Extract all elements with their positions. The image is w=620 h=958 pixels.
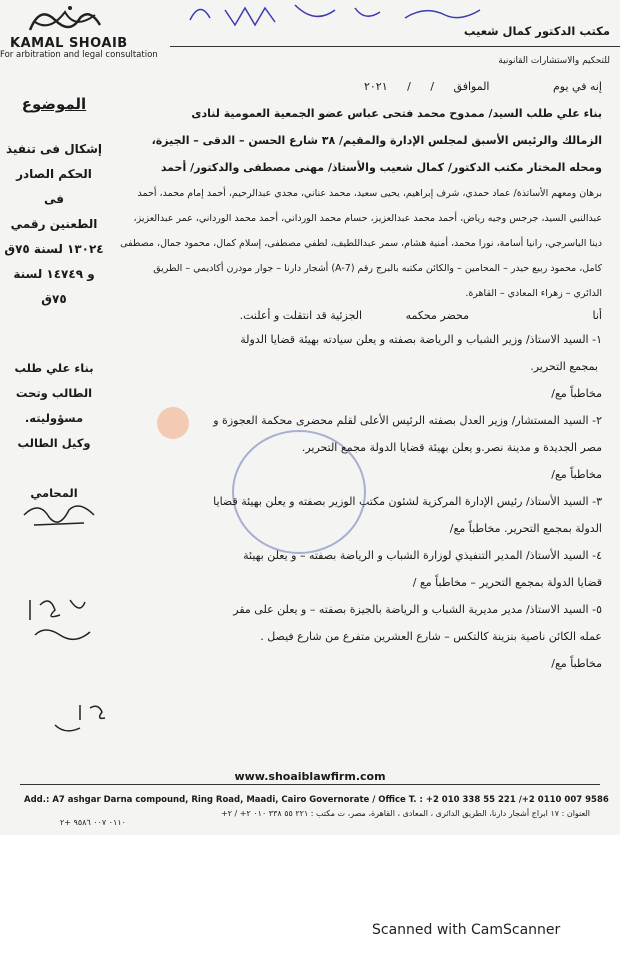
subject-line: ١٣٠٢٤ لسنة ٧٥ق [4, 242, 104, 256]
ana-label: أنا [592, 309, 602, 322]
brand-subtitle: For arbitration and legal consultation [0, 50, 158, 60]
item-line: ٥- السيد الاستاذ/ مدير مديرية الشباب و الرياضة بالجيزة بصفته – و يعلن على مقر [233, 603, 602, 616]
bailiff-label: محضر محكمه [405, 309, 470, 322]
subject-column [4, 95, 104, 506]
website-link[interactable]: www.shoaiblawfirm.com [234, 770, 386, 783]
note-line: بناء علي طلب [14, 361, 94, 375]
lawyers-line: الدائري – زهراء المعادي – القاهرة. [465, 288, 602, 299]
item-line: الدولة بمجمع التحرير. مخاطباً مع/ [449, 522, 602, 535]
note-line: مسؤوليته. [24, 411, 84, 425]
address-arabic: العنوان : ١٧ ابراج أشجار دارنا، الطريق الدائرى ، المعادى ، القاهرة، مصر، ت مكتب : ٢٢١ ٥٥ ٣٣٨ ٠١٠ ٢+ / ٢+ [221, 809, 590, 818]
body-line: الزمالك والرئيس الأسبق لمجلس الإدارة والمقيم/ ٣٨ شارع الحسن – الدقى – الجيزة، [151, 134, 602, 147]
item-line: عمله الكائن ناصية بنزينة كالتكس – شارع العشرين متفرع من شارع فيصل . [260, 630, 602, 643]
lawyers-line: دينا الياسرجي، رانيا أسامة، نورا محمد، أمنية هشام، سمر عبداللطيف، لطفي مصطفى، إسلام كمال، محمود جمال، مصطفى [120, 238, 602, 249]
office-subtitle: للتحكيم والاستشارات القانونية [498, 56, 610, 66]
address-english: Add.: A7 ashgar Darna compound, Ring Road, Maadi, Cairo Governorate / Office T. : +2 010 338 55 221 /+2 0110 007 9586 [24, 795, 609, 805]
note-line: المحامي [30, 486, 78, 500]
calligraphy-logo [20, 0, 110, 40]
handwritten-note [20, 590, 100, 650]
request-note [4, 356, 104, 506]
header-divider [170, 46, 620, 47]
subject-line: الحكم الصادر فى [16, 167, 92, 206]
address-arabic-phone: ٠١١٠ ٠٠٧ ٩٥٨٦ +٢ [60, 818, 126, 827]
handwritten-scribble [185, 0, 485, 30]
subject-text [4, 137, 104, 312]
item-line: مصر الجديدة و مدينة نصر.و يعلن بهيئة قضايا الدولة مجمع التحرير. [301, 441, 602, 454]
body-line: بناء علي طلب السيد/ ممدوح محمد فتحى عباس عضو الجمعية العمومية لنادى [191, 107, 602, 120]
subject-line: ٧٥ق [41, 292, 67, 306]
scanner-watermark: Scanned with CamScanner [372, 922, 561, 938]
bailiff-row [116, 306, 602, 326]
item-line: ٤- السيد الأستاذ/ المدير التنفيذي لوزارة الشباب و الرياضة بصفته – و يعلن بهيئة [243, 549, 602, 562]
item-line: ١- السيد الاستاذ/ وزير الشباب و الرياضة بصفته و يعلن سيادته بهيئة قضايا الدولة [240, 333, 602, 346]
office-name: مكتب الدكتور كمال شعيب [463, 24, 610, 38]
item-line: ٣- السيد الأستاذ/ رئيس الإدارة المركزية لشئون مكتب الوزير بصفته و يعلن بهيئة قضايا [213, 495, 602, 508]
addressee-line: مخاطباً مع/ [551, 468, 602, 481]
lawyers-line: عبدالنبي السيد، جرجس وجيه رياض، أحمد محمد عبدالعزيز، حسام محمد الورداني، أحمد محمد الورداني، عمر عبدالعزيز، [133, 213, 602, 224]
footer-divider [20, 784, 600, 785]
date-row [116, 80, 602, 93]
date-year: ٢٠٢١ [363, 80, 388, 93]
date-corresponding: الموافق [453, 80, 490, 93]
handwritten-mark [50, 700, 130, 740]
subject-line: الطعنين رقمي [10, 217, 98, 231]
document-body [116, 100, 602, 677]
date-label: إنه في يوم [553, 80, 602, 93]
item-line: بمجمع التحرير. [530, 360, 598, 373]
note-line: الطالب وتحت [15, 386, 93, 400]
item-line: قضايا الدولة بمجمع التحرير – مخاطباً مع / [412, 576, 602, 589]
addressee-line: مخاطباً مع/ [551, 657, 602, 670]
note-line: وكيل الطالب [17, 436, 91, 450]
brand-name: KAMAL SHOAIB [10, 36, 128, 51]
body-line: ومحله المختار مكتب الدكتور/ كمال شعيب والأستاذ/ مهنى مصطفى والدكتور/ أحمد [160, 161, 602, 174]
announced-label: الجزئية قد انتقلت و أعلنت. [239, 309, 363, 322]
lawyers-line: كامل، محمود ربيع حيدر – المحامين – والكائن مكتبه بالبرج رقم (A-7) أشجار دارنا – جوار مودرن أكاديمي – الطريق [153, 263, 602, 274]
subject-title: الموضوع [21, 95, 87, 113]
date-slash: / [407, 80, 411, 93]
lawyer-signature [14, 495, 104, 540]
subject-line: إشكال فى تنفيذ [5, 142, 103, 156]
addressee-line: مخاطباً مع/ [551, 387, 602, 400]
subject-line: و ١٤٧٤٩ لسنة [13, 267, 95, 281]
lawyers-line: برهان ومعهم الأساتذة/ عماد حمدي، شرف إبراهيم، يحيى سعيد، محمد عناني، مجدي عبدالرحيم، أحمد إمام محمد، أحمد [137, 188, 602, 199]
date-slash: / [430, 80, 435, 93]
item-line: ٢- السيد المستشار/ وزير العدل بصفته الرئيس الأعلى لقلم محضرى محكمة العجوزة و [213, 414, 602, 427]
